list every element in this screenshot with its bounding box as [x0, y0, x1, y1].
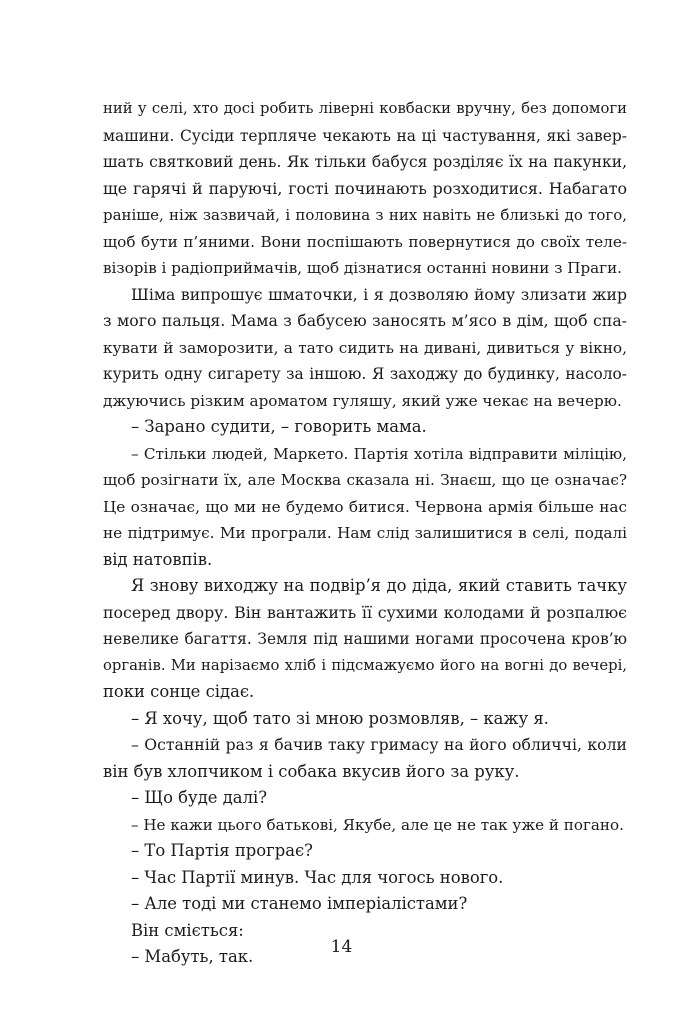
text-line: ще гарячі й паруючі, гості починають розходитися. Набагато — [103, 178, 627, 198]
text-line: шать святковий день. Як тільки бабуся розділяє їх на пакунки, — [103, 153, 627, 171]
text-line: курить одну сигарету за іншою. Я заходжу до будинку, насоло- — [103, 365, 627, 383]
text-line: Він сміється: — [131, 920, 244, 940]
text-line: – Стільки людей, Маркето. Партія хотіла відправити міліцію, — [131, 444, 627, 463]
text-line: не підтримує. Ми програли. Нам слід залишитися в селі, подалі — [103, 524, 627, 542]
text-line: – Мабуть, так. — [131, 947, 254, 966]
text-line: ний у селі, хто досі робить ліверні ковбаски вручну, без допомоги — [103, 100, 627, 117]
page-number: 14 — [330, 937, 353, 957]
text-line: кувати й заморозити, а тато сидить на дивані, дивиться у вікно, — [103, 338, 627, 357]
text-line: невелике багаття. Земля під нашими ногами просочена кров’ю — [103, 630, 627, 648]
text-line: органів. Ми нарізаємо хліб і підсмажуємо його на вогні до вечері, — [103, 656, 627, 674]
text-line: Це означає, що ми не будемо битися. Червона армія більше нас — [103, 497, 627, 516]
body-text — [103, 96, 627, 971]
text-line: раніше, ніж зазвичай, і половина з них навіть не близькі до того, — [103, 206, 627, 224]
text-line: щоб розігнати їх, але Москва сказала ні. Знаєш, що це означає? — [103, 471, 627, 489]
text-line: машини. Сусіди терпляче чекають на ці частування, які завер- — [103, 126, 627, 145]
text-line: – Що буде далі? — [131, 788, 268, 807]
text-line: з мого пальця. Мама з бабусею заносять м’ясо в дім, щоб спа- — [103, 311, 627, 330]
text-line: посеред двору. Він вантажить її сухими колодами й розпалює — [103, 602, 627, 622]
text-line: Шіма випрошує шматочки, і я дозволяю йому злизати жир — [131, 284, 627, 304]
text-line: – Я хочу, щоб тато зі мною розмовляв, – кажу я. — [131, 708, 549, 728]
text-line: – Не кажи цього батькові, Якубе, але це не так уже й погано. — [131, 815, 624, 834]
text-line: – Зарано судити, – говорить мама. — [131, 417, 427, 436]
text-line: – То Партія програє? — [131, 841, 313, 860]
text-line: візорів і радіоприймачів, щоб дізнатися останні новини з Праги. — [103, 259, 622, 277]
text-line: – Але тоді ми станемо імперіалістами? — [131, 894, 468, 913]
text-line: поки сонце сідає. — [103, 682, 255, 701]
text-line: Я знову виходжу на подвір’я до діда, який ставить тачку — [131, 576, 627, 595]
text-line: джуючись різким ароматом гуляшу, який уже чекає на вечерю. — [103, 391, 622, 410]
text-line: від натовпів. — [103, 549, 213, 569]
text-line: щоб бути п’яними. Вони поспішають повернутися до своїх теле- — [103, 232, 627, 251]
text-line: він був хлопчиком і собака вкусив його за руку. — [103, 761, 520, 781]
text-line: – Останній раз я бачив таку гримасу на його обличчі, коли — [131, 735, 627, 754]
text-line: – Час Партії минув. Час для чогось нового. — [131, 867, 504, 887]
